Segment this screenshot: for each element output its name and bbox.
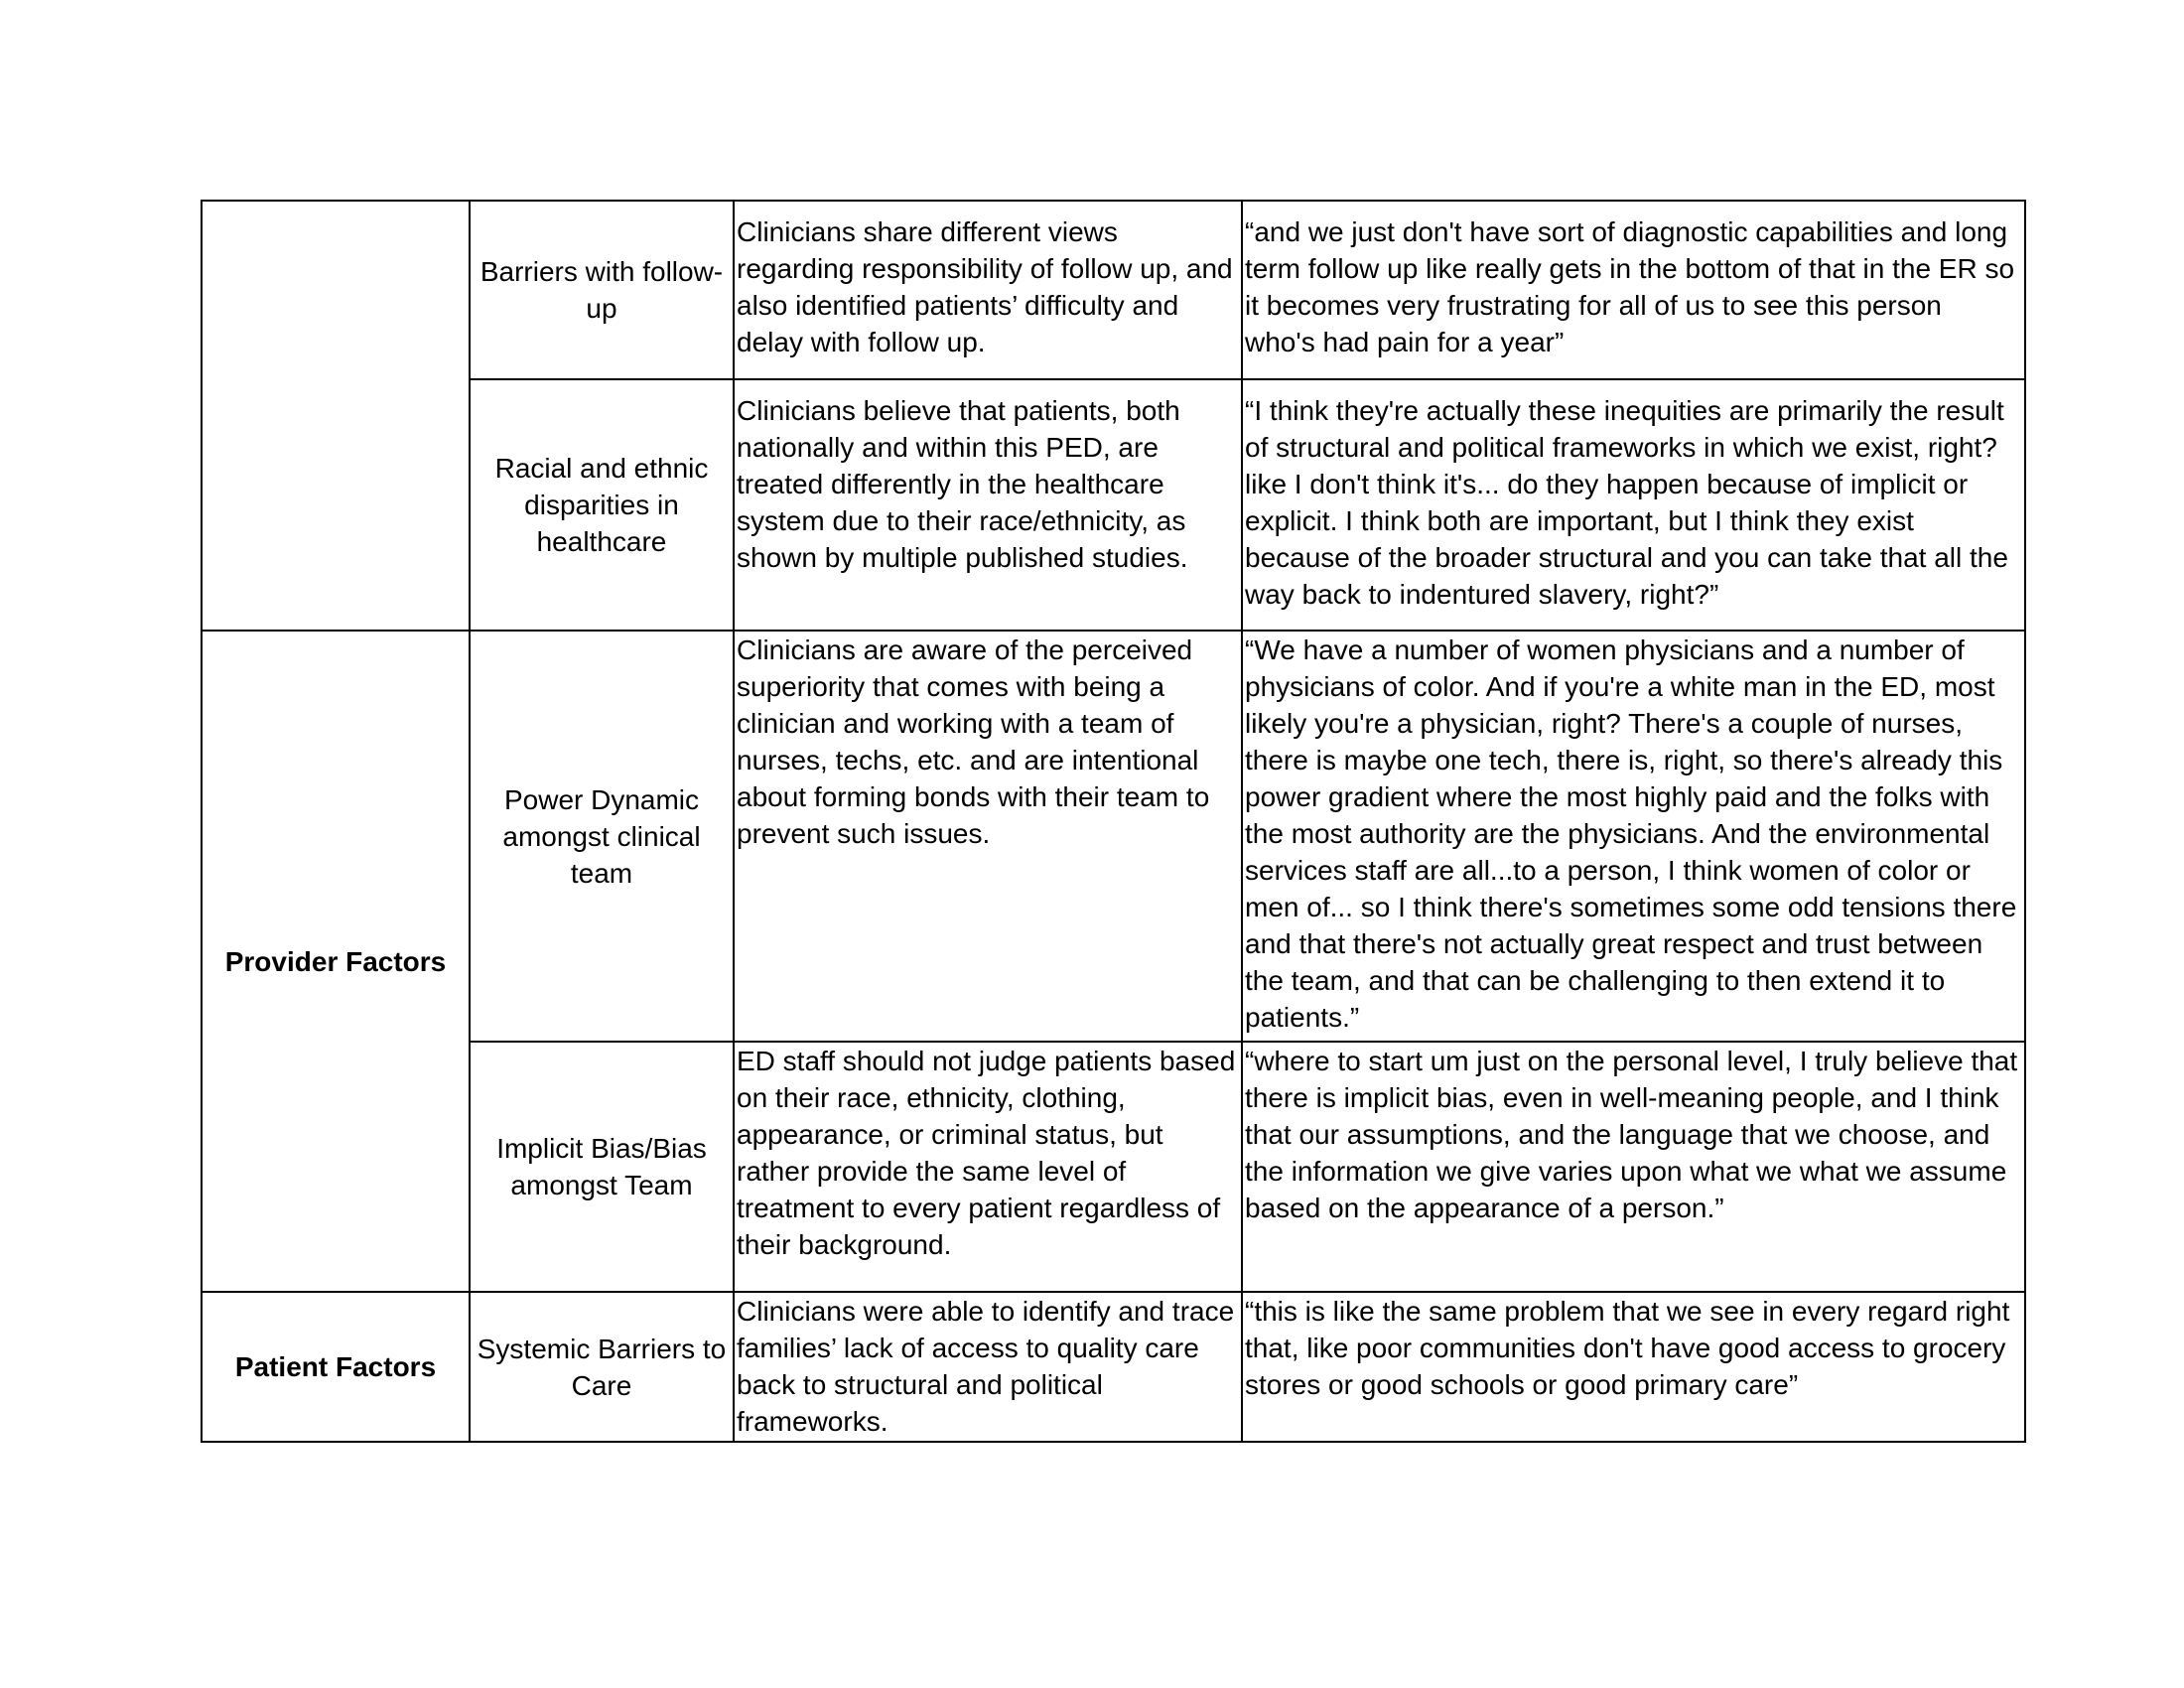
findings-table: [201, 200, 2026, 1443]
quote-cell: “We have a number of women physicians and a number of physicians of color. And if you're a white man in the ED, most likely you're a physician, right? There's a couple of nurses, there is maybe one tech, there is, right, so there's already this power gradient where the most highly paid and the folks with the most authority are the physicians. And the environmental services staff are all...to a person, I think women of color or men of... so I think there's sometimes some odd tensions there and that there's not actually great respect and trust between the team, and that can be challenging to then extend it to patients.”: [1242, 631, 2025, 1042]
table-row: [202, 631, 2025, 1042]
theme-cell: Barriers with follow-up: [470, 201, 734, 379]
table-row: [202, 201, 2025, 379]
table-row: [202, 1292, 2025, 1442]
definition-cell: Clinicians believe that patients, both nationally and within this PED, are treated differently in the healthcare system due to their race/ethnicity, as shown by multiple published studies.: [734, 379, 1242, 631]
theme-cell: Power Dynamic amongst clinical team: [470, 631, 734, 1042]
definition-cell: Clinicians were able to identify and trace families’ lack of access to quality care back to structural and political frameworks.: [734, 1292, 1242, 1442]
definition-cell: Clinicians share different views regarding responsibility of follow up, and also identified patients’ difficulty and delay with follow up.: [734, 201, 1242, 379]
quote-cell: “this is like the same problem that we see in every regard right that, like poor communities don't have good access to grocery stores or good schools or good primary care”: [1242, 1292, 2025, 1442]
theme-cell: Systemic Barriers to Care: [470, 1292, 734, 1442]
table-row: [202, 379, 2025, 631]
factor-cell: Patient Factors: [202, 1292, 470, 1442]
factor-cell: Provider Factors: [202, 631, 470, 1292]
definition-cell: ED staff should not judge patients based on their race, ethnicity, clothing, appearance, or criminal status, but rather provide the same level of treatment to every patient regardless of their background.: [734, 1042, 1242, 1292]
factor-cell: [202, 201, 470, 631]
definition-cell: Clinicians are aware of the perceived superiority that comes with being a clinician and working with a team of nurses, techs, etc. and are intentional about forming bonds with their team to prevent such issues.: [734, 631, 1242, 1042]
quote-cell: “where to start um just on the personal level, I truly believe that there is implicit bias, even in well-meaning people, and I think that our assumptions, and the language that we choose, and the information we give varies upon what we what we assume based on the appearance of a person.”: [1242, 1042, 2025, 1292]
quote-cell: “I think they're actually these inequities are primarily the result of structural and political frameworks in which we exist, right? like I don't think it's... do they happen because of implicit or explicit. I think both are important, but I think they exist because of the broader structural and you can take that all the way back to indentured slavery, right?”: [1242, 379, 2025, 631]
theme-cell: Implicit Bias/Bias amongst Team: [470, 1042, 734, 1292]
table-row: [202, 1042, 2025, 1292]
theme-cell: Racial and ethnic disparities in healthcare: [470, 379, 734, 631]
quote-cell: “and we just don't have sort of diagnostic capabilities and long term follow up like really gets in the bottom of that in the ER so it becomes very frustrating for all of us to see this person who's had pain for a year”: [1242, 201, 2025, 379]
